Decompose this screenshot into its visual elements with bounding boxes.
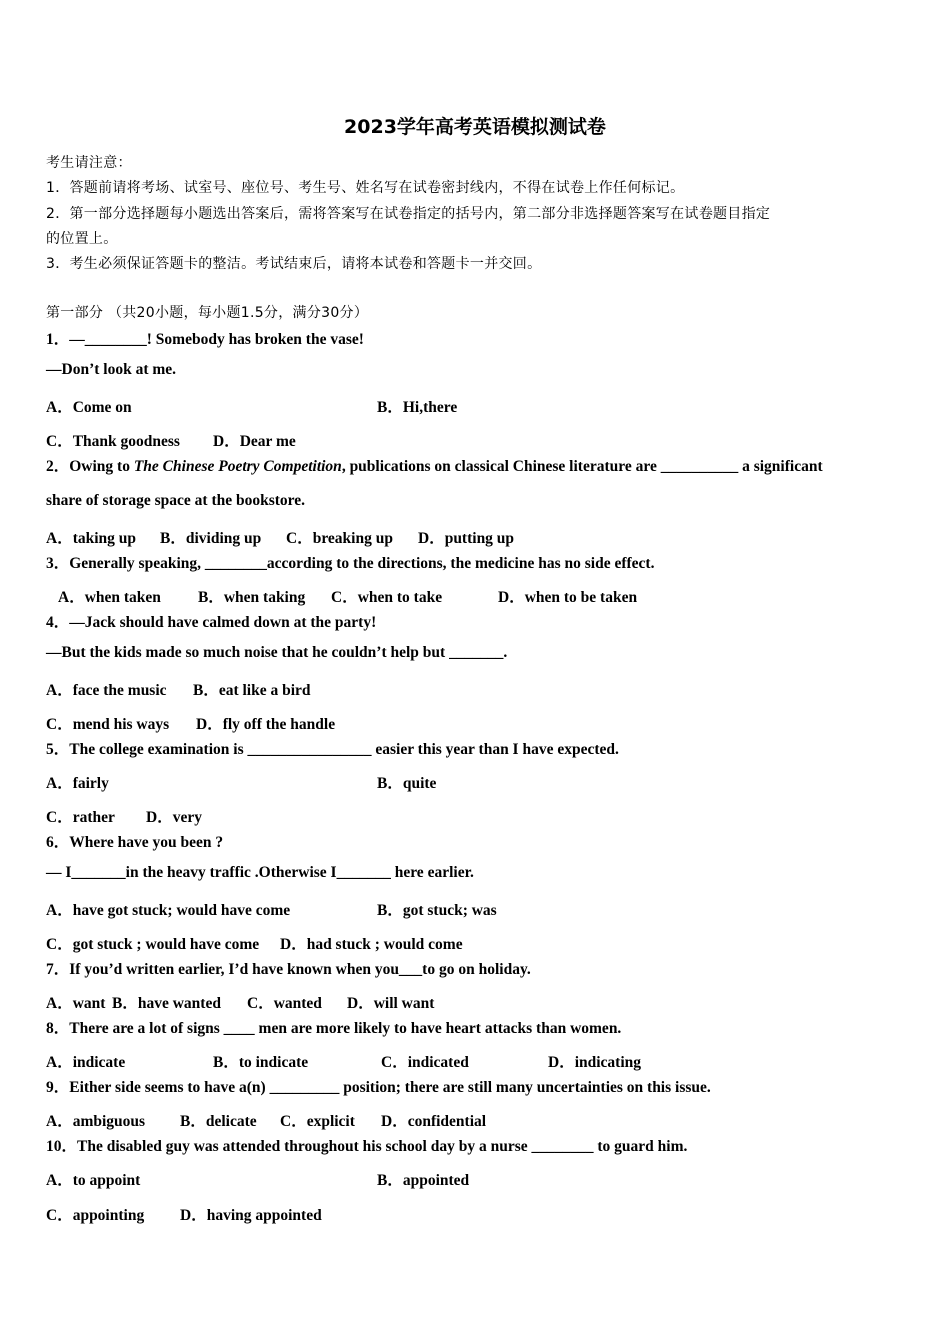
q10-option-b[interactable]: B．appointed (377, 1172, 470, 1189)
q1-option-b[interactable]: B．Hi,there (377, 399, 458, 416)
q2-option-c[interactable]: C．breaking up (286, 530, 393, 547)
q6-option-c[interactable]: C．got stuck ; would have come (46, 936, 260, 953)
q7-option-d[interactable]: D．will want (347, 995, 435, 1012)
q8-option-c[interactable]: C．indicated (381, 1054, 469, 1071)
question-1-reply: —Don’t look at me. (46, 361, 177, 378)
notice-item: 2．第一部分选择题每小题选出答案后，需将答案写在试卷指定的括号内，第二部分非选择题答案写在试卷题目指定 (46, 206, 771, 222)
q7-option-b[interactable]: B．have wanted (112, 995, 221, 1012)
q10-option-d[interactable]: D．having appointed (180, 1207, 322, 1224)
q4-option-d[interactable]: D．fly off the handle (196, 716, 336, 733)
q8-option-a[interactable]: A．indicate (46, 1054, 126, 1071)
q5-option-c[interactable]: C．rather (46, 809, 115, 826)
q4-option-b[interactable]: B．eat like a bird (193, 682, 311, 699)
question-2-num: 2．Owing to (46, 458, 134, 475)
q5-option-a[interactable]: A．fairly (46, 775, 109, 792)
section-header: 第一部分 （共20小题，每小题1.5分，满分30分） (46, 305, 369, 321)
notice-item: 1．答题前请将考场、试室号、座位号、考生号、姓名写在试卷密封线内，不得在试卷上作任何标记。 (46, 180, 685, 196)
q2-option-d[interactable]: D．putting up (418, 530, 515, 547)
question-8-stem: 8．There are a lot of signs ____ men are more likely to have heart attacks than women. (46, 1020, 622, 1037)
q6-option-a[interactable]: A．have got stuck; would have come (46, 902, 291, 919)
question-10-stem: 10．The disabled guy was attended throughout his school day by a nurse ________ to guard him. (46, 1138, 688, 1155)
q7-option-c[interactable]: C．wanted (247, 995, 322, 1012)
question-2-rest: , publications on classical Chinese literature are __________ a significant (341, 458, 823, 475)
q8-option-d[interactable]: D．indicating (548, 1054, 642, 1071)
q10-option-c[interactable]: C．appointing (46, 1207, 145, 1224)
q4-option-c[interactable]: C．mend his ways (46, 716, 170, 733)
q9-option-b[interactable]: B．delicate (180, 1113, 257, 1130)
question-2-italic-title: The Chinese Poetry Competition (133, 458, 342, 475)
q9-option-d[interactable]: D．confidential (381, 1113, 487, 1130)
question-2-cont: share of storage space at the bookstore. (46, 492, 306, 509)
q10-option-a[interactable]: A．to appoint (46, 1172, 141, 1189)
notice-heading: 考生请注意： (46, 155, 132, 171)
q9-option-c[interactable]: C．explicit (280, 1113, 355, 1130)
q3-option-d[interactable]: D．when to be taken (498, 589, 638, 606)
q7-option-a[interactable]: A．want (46, 995, 106, 1012)
question-6-stem: 6．Where have you been ? (46, 834, 224, 851)
question-3-stem: 3．Generally speaking, ________according to the directions, the medicine has no side effect. (46, 555, 655, 572)
q1-option-c[interactable]: C．Thank goodness (46, 433, 180, 450)
q1-option-d[interactable]: D．Dear me (213, 433, 296, 450)
question-4-stem: 4．—Jack should have calmed down at the party! (46, 614, 377, 631)
q4-option-a[interactable]: A．face the music (46, 682, 167, 699)
question-1-stem: 1．—________! Somebody has broken the vase! (46, 331, 364, 348)
page-title: 2023学年高考英语模拟测试卷 (344, 116, 606, 138)
question-5-stem: 5．The college examination is ________________ easier this year than I have expected. (46, 741, 619, 758)
q8-option-b[interactable]: B．to indicate (213, 1054, 309, 1071)
q1-option-a[interactable]: A．Come on (46, 399, 132, 416)
question-9-stem: 9．Either side seems to have a(n) _________ position; there are still many uncertainties on this issue. (46, 1079, 711, 1096)
q3-option-c[interactable]: C．when to take (331, 589, 443, 606)
question-4-reply: —But the kids made so much noise that he couldn’t help but _______. (46, 644, 508, 661)
q3-option-b[interactable]: B．when taking (198, 589, 306, 606)
q2-option-a[interactable]: A．taking up (46, 530, 137, 547)
q6-option-b[interactable]: B．got stuck; was (377, 902, 497, 919)
notice-item: 3．考生必须保证答题卡的整洁。考试结束后，请将本试卷和答题卡一并交回。 (46, 256, 542, 272)
q9-option-a[interactable]: A．ambiguous (46, 1113, 146, 1130)
question-2-stem (46, 454, 823, 476)
q3-option-a[interactable]: A．when taken (58, 589, 161, 606)
q5-option-b[interactable]: B．quite (377, 775, 437, 792)
question-6-reply: — I_______in the heavy traffic .Otherwise I_______ here earlier. (46, 864, 474, 881)
q5-option-d[interactable]: D．very (146, 809, 202, 826)
question-7-stem: 7．If you’d written earlier, I’d have known when you___to go on holiday. (46, 961, 531, 978)
q2-option-b[interactable]: B．dividing up (160, 530, 262, 547)
q6-option-d[interactable]: D．had stuck ; would come (280, 936, 463, 953)
notice-item: 的位置上。 (46, 231, 118, 247)
